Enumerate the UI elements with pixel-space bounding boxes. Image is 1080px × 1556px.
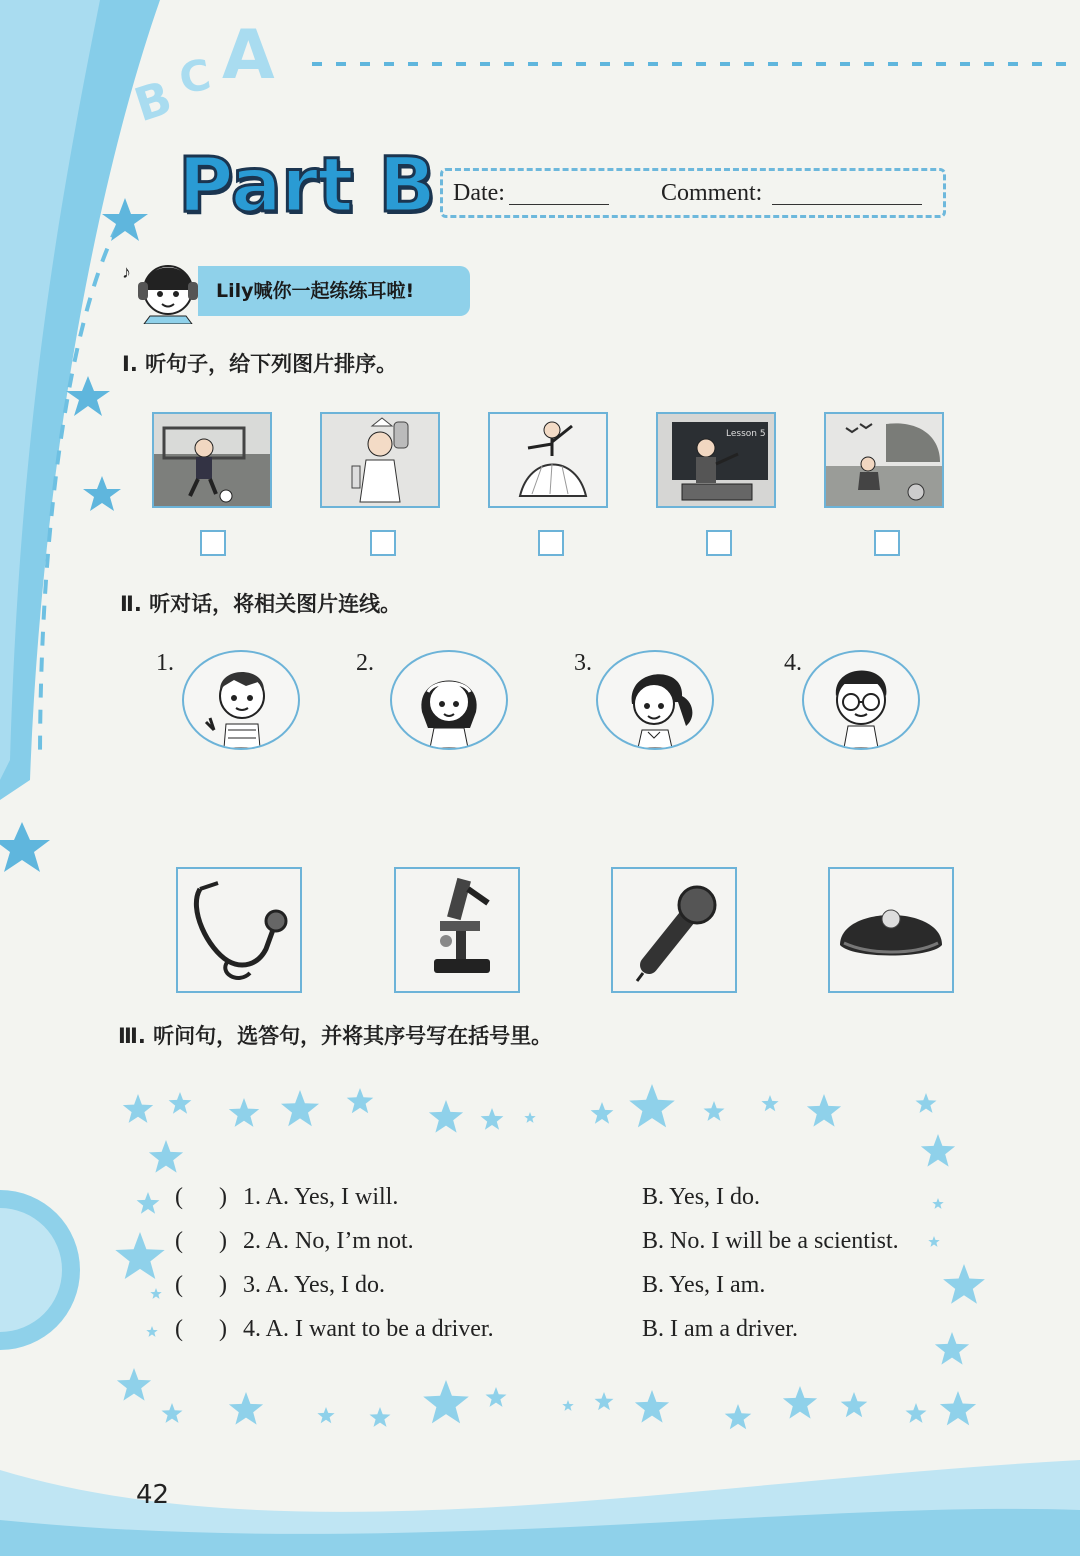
page-number: 42 bbox=[136, 1480, 170, 1510]
girl-headband-icon bbox=[392, 652, 506, 748]
stethoscope-icon bbox=[178, 869, 300, 991]
star-decoration bbox=[115, 1232, 164, 1279]
answer-3-a: 3. A. Yes, I do. bbox=[242, 1272, 386, 1298]
star-decoration bbox=[932, 1198, 943, 1209]
star-decoration bbox=[229, 1098, 259, 1127]
person-number-2: 2. bbox=[356, 650, 374, 676]
star-decoration bbox=[486, 1387, 507, 1407]
star-decoration bbox=[906, 1403, 927, 1423]
star-decoration bbox=[162, 1403, 183, 1423]
star-decoration bbox=[595, 1392, 614, 1410]
answer-1-b: B. Yes, I do. bbox=[642, 1184, 761, 1210]
star-decoration bbox=[481, 1108, 504, 1130]
microscope-icon bbox=[396, 869, 518, 991]
soccer-player-icon bbox=[154, 414, 270, 506]
answer-bracket-3[interactable]: ( ) bbox=[175, 1272, 227, 1298]
star-decoration bbox=[943, 1264, 985, 1304]
star-decoration bbox=[281, 1090, 319, 1126]
star-decoration bbox=[429, 1100, 463, 1133]
picture-teacher bbox=[656, 412, 776, 508]
answer-4-a: 4. A. I want to be a driver. bbox=[242, 1316, 494, 1342]
object-police-cap[interactable] bbox=[828, 867, 954, 993]
picture-farmer bbox=[824, 412, 944, 508]
person-number-4: 4. bbox=[784, 650, 802, 676]
star-decoration bbox=[370, 1407, 391, 1427]
person-2[interactable] bbox=[390, 650, 508, 750]
answer-row-4 bbox=[175, 1316, 494, 1343]
nurse-icon bbox=[322, 414, 438, 506]
answer-row-2 bbox=[175, 1228, 414, 1255]
star-decoration bbox=[807, 1094, 841, 1127]
order-box-2[interactable] bbox=[370, 530, 396, 556]
listening-banner: Lily喊你一起练练耳啦! bbox=[198, 266, 470, 316]
star-decoration bbox=[841, 1392, 868, 1417]
answer-bracket-1[interactable]: ( ) bbox=[175, 1184, 227, 1210]
star-decoration bbox=[123, 1094, 153, 1123]
star-decoration bbox=[783, 1386, 817, 1419]
farmer-icon bbox=[826, 414, 942, 506]
answer-row-1 bbox=[175, 1184, 398, 1211]
girl-ponytail-icon bbox=[598, 652, 712, 748]
picture-nurse bbox=[320, 412, 440, 508]
star-decoration bbox=[940, 1391, 976, 1425]
headphone-girl-icon bbox=[122, 254, 204, 324]
star-decoration bbox=[591, 1102, 614, 1124]
dancer-icon bbox=[490, 414, 606, 506]
date-comment-box bbox=[440, 168, 946, 218]
object-microphone[interactable] bbox=[611, 867, 737, 993]
star-decoration bbox=[935, 1332, 969, 1365]
star-decoration bbox=[137, 1192, 160, 1214]
star-decoration bbox=[921, 1134, 955, 1167]
section3-title: Ⅲ. 听问句，选答句，并将其序号写在括号里。 bbox=[118, 1024, 553, 1048]
svg-text:B: B bbox=[128, 70, 179, 133]
person-4[interactable] bbox=[802, 650, 920, 750]
person-number-3: 3. bbox=[574, 650, 592, 676]
star-decoration bbox=[150, 1288, 161, 1299]
star-decoration bbox=[423, 1380, 469, 1423]
star-decoration bbox=[169, 1092, 192, 1114]
comment-field[interactable] bbox=[772, 182, 922, 205]
star-decoration bbox=[928, 1236, 939, 1247]
svg-text:C: C bbox=[175, 49, 215, 104]
answer-bracket-2[interactable]: ( ) bbox=[175, 1228, 227, 1254]
answer-4-b: B. I am a driver. bbox=[642, 1316, 798, 1342]
answer-row-3 bbox=[175, 1272, 385, 1299]
page-title: Part B bbox=[178, 140, 436, 229]
star-decoration bbox=[704, 1101, 725, 1121]
object-microscope[interactable] bbox=[394, 867, 520, 993]
object-stethoscope[interactable] bbox=[176, 867, 302, 993]
date-label: Date: bbox=[453, 179, 505, 206]
star-decoration bbox=[562, 1400, 573, 1411]
picture-dancer bbox=[488, 412, 608, 508]
star-decoration bbox=[117, 1368, 151, 1401]
svg-text:A: A bbox=[222, 16, 275, 95]
person-1[interactable] bbox=[182, 650, 300, 750]
police-cap-icon bbox=[830, 869, 952, 991]
star-decoration bbox=[635, 1390, 669, 1423]
comment-label: Comment: bbox=[660, 179, 763, 206]
answer-2-b: B. No. I will be a scientist. bbox=[642, 1228, 899, 1254]
section1-title: Ⅰ. 听句子，给下列图片排序。 bbox=[122, 352, 398, 376]
picture-soccer bbox=[152, 412, 272, 508]
person-number-1: 1. bbox=[156, 650, 174, 676]
order-box-4[interactable] bbox=[706, 530, 732, 556]
star-decoration bbox=[524, 1112, 535, 1123]
teacher-icon bbox=[658, 414, 774, 506]
star-decoration bbox=[629, 1084, 675, 1127]
star-decoration bbox=[725, 1404, 752, 1429]
star-decoration bbox=[317, 1407, 334, 1423]
star-decoration bbox=[916, 1093, 937, 1113]
boy-glasses-icon bbox=[804, 652, 918, 748]
order-box-5[interactable] bbox=[874, 530, 900, 556]
order-box-1[interactable] bbox=[200, 530, 226, 556]
star-decoration bbox=[149, 1140, 183, 1173]
answer-2-a: 2. A. No, I’m not. bbox=[242, 1228, 414, 1254]
microphone-icon bbox=[613, 869, 735, 991]
boy-waving-icon bbox=[184, 652, 298, 748]
answer-3-b: B. Yes, I am. bbox=[642, 1272, 766, 1298]
person-3[interactable] bbox=[596, 650, 714, 750]
answer-1-a: 1. A. Yes, I will. bbox=[242, 1184, 399, 1210]
svg-text:♪: ♪ bbox=[122, 262, 131, 282]
order-box-3[interactable] bbox=[538, 530, 564, 556]
star-decoration bbox=[761, 1095, 778, 1111]
lesson-sign-label: Lesson 5 bbox=[726, 429, 766, 439]
section2-title: Ⅱ. 听对话，将相关图片连线。 bbox=[120, 592, 402, 616]
star-decoration bbox=[229, 1392, 263, 1425]
answer-bracket-4[interactable]: ( ) bbox=[175, 1316, 227, 1342]
date-field[interactable] bbox=[509, 182, 609, 205]
star-decoration bbox=[146, 1326, 157, 1337]
star-decoration bbox=[347, 1088, 374, 1113]
